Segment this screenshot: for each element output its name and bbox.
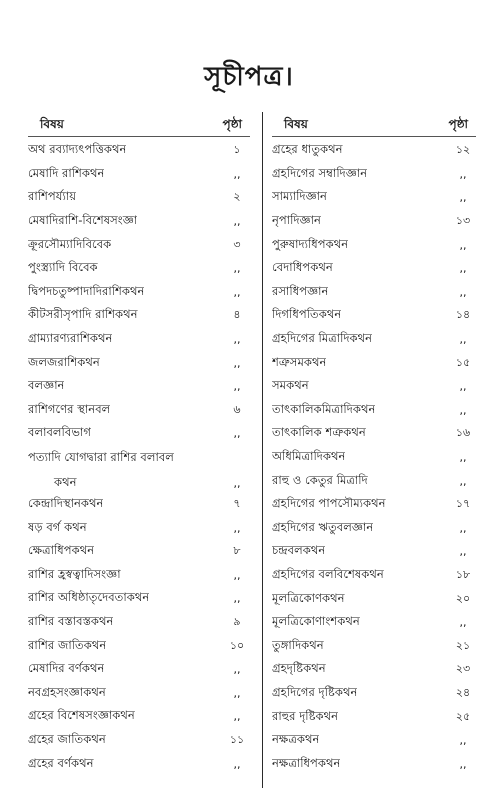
toc-entry xyxy=(272,422,476,446)
toc-entry-subject: সাম্যাদিজ্ঞান xyxy=(272,189,327,204)
toc-entry-page: ২৪ xyxy=(455,685,471,699)
toc-entry-subject: গ্রহদিগের দৃষ্টিকথন xyxy=(272,684,358,699)
left-column-header xyxy=(28,106,250,137)
toc-entry-subject: মূলত্রিকোণাংশকথন xyxy=(272,614,360,629)
toc-entry xyxy=(272,517,476,541)
toc-entry-subject: মেষাদিরাশি-বিশেষসংজ্ঞা xyxy=(28,213,138,228)
toc-entry xyxy=(272,399,476,423)
toc-entry xyxy=(28,139,250,163)
toc-entry-page: ,, xyxy=(459,167,467,181)
toc-entry xyxy=(28,304,250,328)
toc-entry-page: ৬ xyxy=(233,402,241,416)
toc-entry-page: ১৫ xyxy=(455,355,471,369)
toc-entry-subject: গ্রহের বিশেষসংজ্ঞাকথন xyxy=(28,708,135,723)
toc-entry xyxy=(28,163,250,187)
toc-entry-subject: রাশিগণের স্থানবল xyxy=(28,401,111,416)
toc-entry-page: ৩ xyxy=(233,237,241,251)
toc-entry xyxy=(272,729,476,753)
toc-entry-subject: রাশির জাতিকথন xyxy=(28,637,107,652)
toc-entry-subject: গ্রহের বর্ণকথন xyxy=(28,755,94,770)
right-header-page: পৃষ্ঠা xyxy=(448,117,468,131)
toc-entry-subject: মেষাদি রাশিকথন xyxy=(28,165,105,180)
toc-entry-subject: চন্দ্রবলকথন xyxy=(272,543,326,558)
toc-entry-subject: নক্ষত্রাধিপকথন xyxy=(272,755,341,770)
toc-entry-subject: শত্রুসমকথন xyxy=(272,354,327,369)
toc-entry-page: ,, xyxy=(459,380,467,394)
toc-entry-page: ,, xyxy=(459,191,467,205)
toc-entry-subject: দিগধিপতিকথন xyxy=(272,307,342,322)
column-divider xyxy=(262,112,263,788)
toc-entry-subject: রাহুর দৃষ্টিকথন xyxy=(272,708,339,723)
toc-entry-page: ,, xyxy=(459,545,467,559)
toc-entry-page: ১৮ xyxy=(455,567,471,581)
toc-entry-page: ২ xyxy=(233,190,241,204)
left-header-subject: বিষয় xyxy=(40,117,64,131)
toc-entry-page: ২১ xyxy=(455,638,471,652)
right-column-header xyxy=(272,106,476,137)
toc-entry-subject: বলজ্ঞান xyxy=(28,378,65,393)
toc-entry-page: ,, xyxy=(233,686,241,700)
toc-entry-subject: নৃপাদিজ্ঞান xyxy=(272,213,321,228)
toc-entry-page: ,, xyxy=(233,568,241,582)
toc-entry-page: ৭ xyxy=(233,497,241,511)
toc-entry xyxy=(28,422,250,446)
toc-left-column xyxy=(28,106,250,776)
toc-entry xyxy=(272,752,476,776)
toc-entry-page: ,, xyxy=(233,757,241,771)
toc-entry xyxy=(28,399,250,423)
toc-entry xyxy=(28,351,250,375)
toc-entry xyxy=(272,210,476,234)
toc-entry-subject: গ্রহদিগের মিত্রাদিকথন xyxy=(272,331,373,346)
toc-entry xyxy=(272,564,476,588)
toc-entry xyxy=(28,658,250,682)
toc-entry-page: ,, xyxy=(233,380,241,394)
toc-entry xyxy=(272,233,476,257)
toc-entry-subject: তাৎকালিকমিত্রাদিকথন xyxy=(272,401,376,416)
toc-entry xyxy=(28,729,250,753)
toc-entry xyxy=(28,328,250,352)
toc-entry xyxy=(272,351,476,375)
toc-entry-page: ,, xyxy=(459,521,467,535)
toc-entry-subject: গ্রাম্যারণ্যরাশিকথন xyxy=(28,331,113,346)
toc-entry xyxy=(272,163,476,187)
toc-entry-page: ,, xyxy=(459,285,467,299)
toc-entry-subject: পুরুষাদ্যধিপকথন xyxy=(272,236,349,251)
page-title: সূচীপত্র। xyxy=(204,62,294,92)
toc-entry-page: ,, xyxy=(233,167,241,181)
toc-entry-page: ,, xyxy=(459,474,467,488)
toc-entry xyxy=(272,139,476,163)
toc-entry-subject: রাশির বস্তাবস্তকথন xyxy=(28,613,114,628)
toc-entry-subject: গ্রহদিগের বলবিশেষকথন xyxy=(272,566,384,581)
toc-entry-subject: মূলত্রিকোণকথন xyxy=(272,590,345,605)
toc-entry xyxy=(272,304,476,328)
toc-entry-page: ১১ xyxy=(229,732,245,746)
toc-entry xyxy=(272,540,476,564)
toc-entry-subject: অধিমিত্রাদিকথন xyxy=(272,449,346,464)
toc-entry-subject: ক্ষেত্রাধিপকথন xyxy=(28,543,95,558)
toc-entry xyxy=(272,611,476,635)
toc-entry-subject: নবগ্রহসংজ্ঞাকথন xyxy=(28,684,106,699)
toc-entry-page: ,, xyxy=(459,451,467,465)
toc-entry-page: ,, xyxy=(459,734,467,748)
toc-entry-subject: গ্রহদিগের পাপসৌম্যকথন xyxy=(272,496,386,511)
toc-entry xyxy=(28,257,250,281)
toc-entry-subject xyxy=(28,446,174,493)
toc-entry xyxy=(28,375,250,399)
toc-entry-page: ১৩ xyxy=(455,214,471,228)
toc-entry xyxy=(28,210,250,234)
toc-entry-page: ,, xyxy=(233,476,241,490)
toc-entry-page: ,, xyxy=(459,757,467,771)
toc-entry xyxy=(28,752,250,776)
toc-entry-page: ২৫ xyxy=(455,709,471,723)
toc-entry-page: ৮ xyxy=(233,544,241,558)
toc-entry xyxy=(28,540,250,564)
toc-entry-page: ,, xyxy=(233,663,241,677)
toc-entry-subject: রাহু ও কেতুর মিত্রাদি xyxy=(272,472,368,487)
toc-entry-page: ১ xyxy=(233,143,241,157)
toc-entry-page: ১৬ xyxy=(455,426,471,440)
toc-entry xyxy=(28,634,250,658)
toc-entry-subject-continuation: কথন xyxy=(54,474,77,489)
right-entries xyxy=(272,139,476,776)
toc-entry-subject: ক্রূরসৌম্যাদিবিবেক xyxy=(28,236,112,251)
toc-entry-subject: বেদাধিপকথন xyxy=(272,260,333,275)
toc-entry xyxy=(28,564,250,588)
toc-entry xyxy=(28,446,250,493)
toc-entry xyxy=(28,705,250,729)
toc-entry-subject: গ্রহদিগের সম্বাদিজ্ঞান xyxy=(272,165,368,180)
toc-entry-subject: কেন্দ্রাদিস্থানকথন xyxy=(28,496,104,511)
toc-entry-subject: নক্ষত্রকথন xyxy=(272,732,320,747)
toc-entry-page: ,, xyxy=(233,262,241,276)
toc-entry-page: ,, xyxy=(233,521,241,535)
toc-entry-page: ,, xyxy=(233,285,241,299)
toc-entry-subject: বলাবলবিভাগ xyxy=(28,425,91,440)
toc-entry-page: ,, xyxy=(459,333,467,347)
toc-entry-page: ,, xyxy=(233,333,241,347)
toc-entry-subject: মেষাদির বর্ণকথন xyxy=(28,661,105,676)
toc-entry-page: ,, xyxy=(459,616,467,630)
toc-entry-subject: গ্রহদৃষ্টিকথন xyxy=(272,661,326,676)
toc-entry-page: ১৭ xyxy=(455,497,471,511)
toc-entry-subject: রসাধিপজ্ঞান xyxy=(272,283,329,298)
toc-entry xyxy=(272,705,476,729)
right-header-subject: বিষয় xyxy=(284,117,308,131)
toc-entry-page: ,, xyxy=(233,215,241,229)
toc-entry xyxy=(28,611,250,635)
left-entries xyxy=(28,139,250,776)
toc-entry-subject: ষড় বর্গ কথন xyxy=(28,519,87,534)
toc-entry-page: ,, xyxy=(459,238,467,252)
toc-entry xyxy=(272,493,476,517)
toc-entry-subject-line: পত্যাদি যোগদ্বারা রাশির বলাবল xyxy=(28,449,174,464)
toc-entry-page: ১০ xyxy=(229,638,245,652)
toc-entry xyxy=(272,375,476,399)
toc-entry-page: ২৩ xyxy=(455,662,471,676)
toc-entry-subject: জলজরাশিকথন xyxy=(28,354,100,369)
toc-entry-subject: তাৎকালিক শত্রুকথন xyxy=(272,425,366,440)
toc-entry xyxy=(272,658,476,682)
toc-entry xyxy=(272,587,476,611)
toc-entry xyxy=(272,682,476,706)
toc-right-column xyxy=(272,106,476,776)
toc-entry-page: ,, xyxy=(233,427,241,441)
toc-entry-subject: রাশিপর্য্যায় xyxy=(28,189,77,204)
toc-entry xyxy=(272,634,476,658)
toc-entry-page: ১৪ xyxy=(455,308,471,322)
toc-entry-subject: গ্রহের জাতিকথন xyxy=(28,731,106,746)
toc-entry-page: ,, xyxy=(233,356,241,370)
toc-entry xyxy=(28,281,250,305)
toc-entry-page: ৪ xyxy=(233,308,241,322)
toc-entry-page: ,, xyxy=(459,403,467,417)
toc-entry-subject: অথ রব্যাদ্যৎপত্তিকথন xyxy=(28,142,127,157)
toc-entry-subject: তুঙ্গাদিকথন xyxy=(272,637,324,652)
toc-entry xyxy=(28,681,250,705)
toc-entry xyxy=(272,328,476,352)
toc-entry-subject: কীটসরীসৃপাদি রাশিকথন xyxy=(28,307,138,322)
toc-entry-page: ,, xyxy=(233,592,241,606)
toc-entry xyxy=(28,516,250,540)
toc-entry-page: ১২ xyxy=(455,143,471,157)
toc-entry xyxy=(272,446,476,470)
toc-entry xyxy=(272,186,476,210)
toc-entry xyxy=(28,493,250,517)
toc-entry-subject: সমকথন xyxy=(272,378,309,393)
toc-entry-page: ৯ xyxy=(233,614,241,628)
toc-entry xyxy=(28,186,250,210)
toc-entry-subject: পুংস্ত্র্যাদি বিবেক xyxy=(28,260,98,275)
left-header-page: পৃষ্ঠা xyxy=(222,117,242,131)
toc-entry xyxy=(272,281,476,305)
toc-entry xyxy=(28,587,250,611)
toc-entry-page: ,, xyxy=(459,262,467,276)
toc-entry-subject: রাশির অধিষ্ঠাতৃদেবতাকথন xyxy=(28,590,150,605)
toc-entry xyxy=(272,469,476,493)
toc-entry-subject: রাশির হ্রস্বত্বাদিসংজ্ঞা xyxy=(28,566,121,581)
toc-entry-subject: গ্রহদিগের ঋতুবলজ্ঞান xyxy=(272,519,374,534)
toc-entry-page: ২০ xyxy=(455,591,471,605)
toc-entry-subject: গ্রহের ধাতুকথন xyxy=(272,142,343,157)
toc-entry xyxy=(28,233,250,257)
toc-entry-subject: দ্বিপদচতুষ্পাদাদিরাশিকথন xyxy=(28,283,145,298)
toc-entry-page: ,, xyxy=(233,710,241,724)
toc-entry xyxy=(272,257,476,281)
